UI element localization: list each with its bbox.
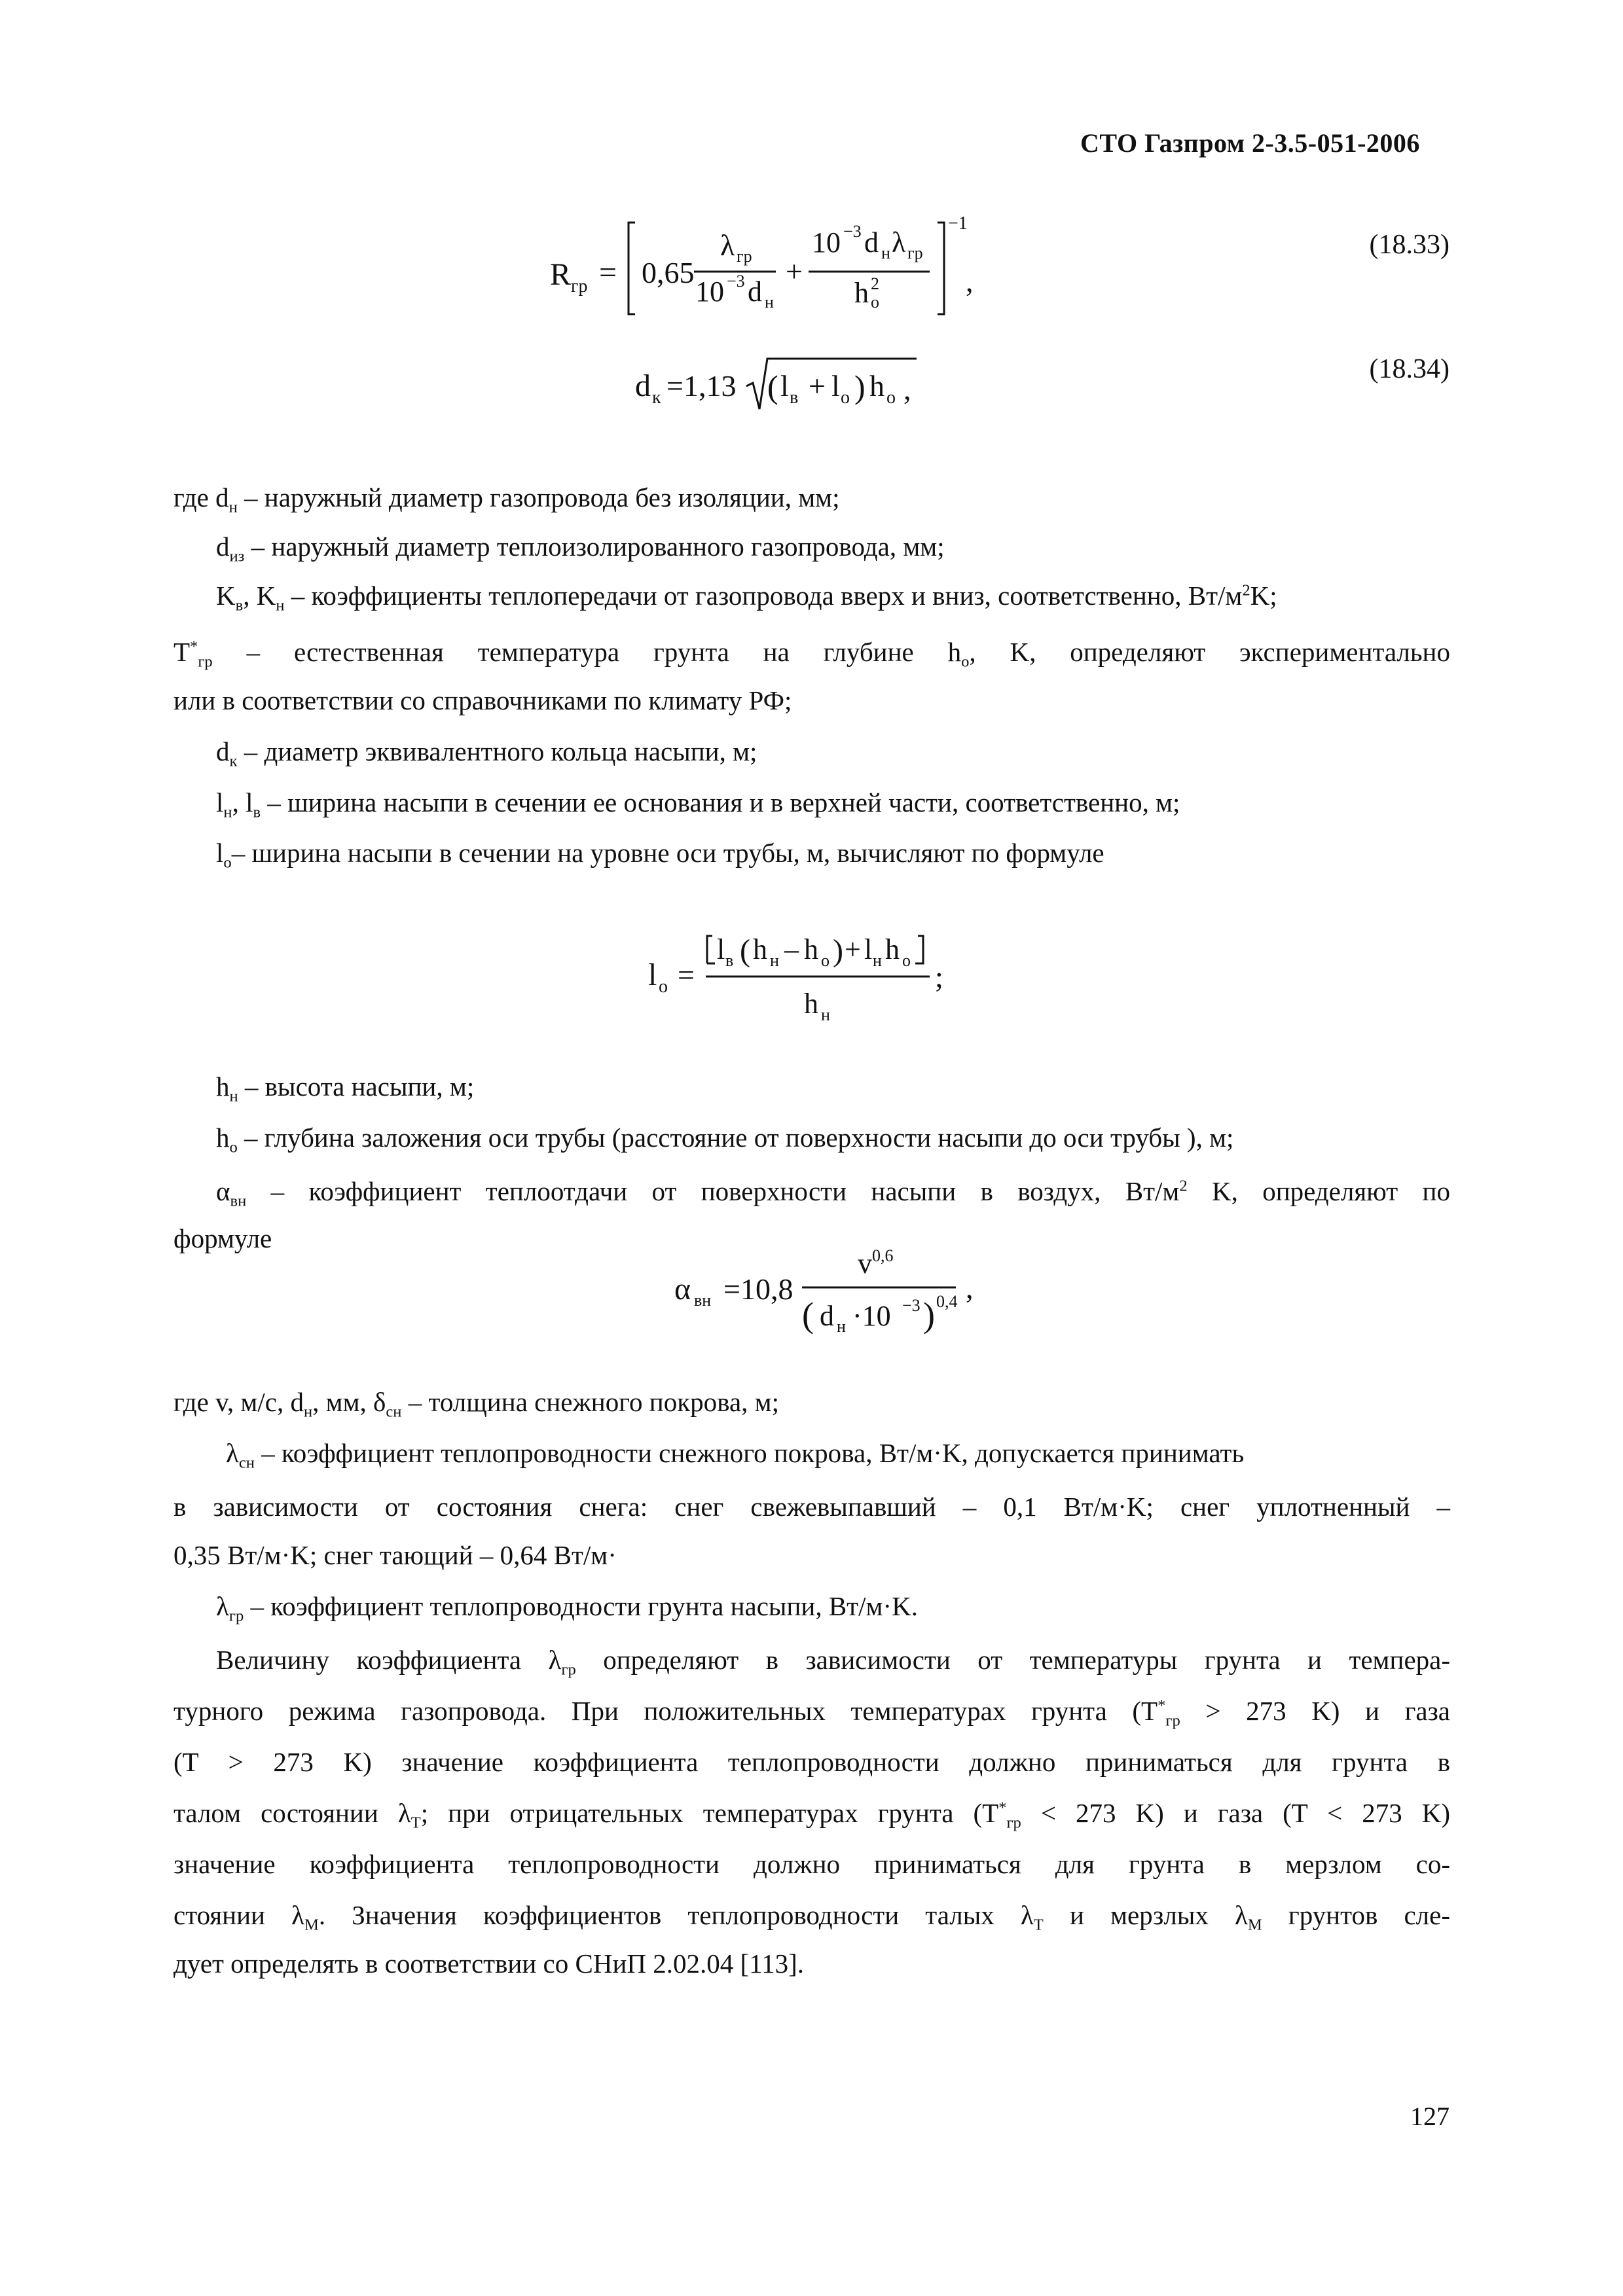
def-lo: $l_о-$ ширина насыпи в сечении на уровне оси трубы, м, вычисляют по формуле	[216, 838, 1104, 872]
eq1-coef: 0,65	[642, 256, 695, 289]
svg-text:гр: гр	[907, 243, 923, 262]
svg-text:н: н	[881, 243, 890, 262]
para-line-1: Величину коэффициента $\lambda_{гр}$ определяют в зависимости от температуры грунта и темпера-	[216, 1645, 1450, 1679]
def-t: $T^*_{гр}$ – естественная температура грунта на глубине $h_о$, K, определяют экспериментально	[173, 637, 1450, 671]
svg-text:(: (	[767, 368, 778, 405]
svg-text:=: =	[599, 255, 617, 290]
svg-text:о: о	[821, 951, 830, 970]
svg-text:h: h	[869, 369, 884, 403]
svg-text:10: 10	[695, 276, 724, 308]
svg-text:в: в	[790, 387, 799, 408]
svg-text:d: d	[635, 368, 651, 403]
svg-text:к: к	[652, 387, 661, 408]
svg-text:h: h	[885, 933, 900, 965]
svg-text:+: +	[786, 255, 803, 288]
svg-text:–: –	[784, 933, 799, 965]
svg-text:,: ,	[966, 264, 974, 298]
def-l: $l_н$, $l_в$ – ширина насыпи в сечении ее основания и в верхней части, соответственно, м;	[216, 787, 1180, 821]
def-alpha: $\alpha_{вн}$ – коэффициент теплоотдачи от поверхности насыпи в воздух, $Вт/м^2$ K, определяют по	[216, 1176, 1450, 1210]
svg-text:): )	[923, 1295, 935, 1335]
document-header: СТО Газпром 2-3.5-051-2006	[1080, 128, 1420, 158]
svg-text:в: в	[725, 951, 734, 970]
def-k: $K_в$, $K_н$ – коэффициенты теплопередачи от газопровода вверх и вниз, соответственно, $Вт/м^2K$;	[216, 581, 1277, 615]
svg-text:=1,13: =1,13	[666, 369, 737, 403]
svg-text:l: l	[780, 369, 789, 403]
svg-text:h: h	[804, 988, 818, 1020]
svg-text:−3: −3	[727, 272, 745, 291]
svg-text:о: о	[659, 977, 668, 997]
svg-text:v: v	[858, 1247, 872, 1280]
svg-text:l: l	[648, 958, 657, 992]
para-line-7: дует определять в соответствии со СНиП 2.02.04 [113].	[173, 1948, 805, 1979]
equation-number-18-34: (18.34)	[1369, 354, 1450, 384]
svg-text:0,4: 0,4	[936, 1292, 958, 1311]
para-line-3: (T > 273 K) значение коэффициента теплопроводности должно приниматься для грунта в	[173, 1747, 1450, 1777]
svg-text:н: н	[770, 951, 779, 970]
svg-text:α: α	[674, 1272, 691, 1306]
def-v: где v, м/с, $d_н$, мм, $\delta_{сн}$ – толщина снежного покрова, м;	[173, 1387, 779, 1421]
equation-number-18-33: (18.33)	[1369, 230, 1450, 260]
svg-text:,: ,	[903, 372, 911, 406]
svg-text:d: d	[864, 226, 879, 259]
def-lambda-sn-cont1: в зависимости от состояния снега: снег свежевыпавший – 0,1 Вт/м·K; снег уплотненный –	[173, 1492, 1450, 1522]
svg-text:=10,8: =10,8	[723, 1272, 793, 1306]
svg-text:о: о	[886, 387, 896, 408]
para-line-2: турного режима газопровода. При положительных температурах грунта ($T^*_{гр} > 273$ K) и газа	[173, 1696, 1450, 1730]
svg-text:10: 10	[812, 226, 841, 259]
def-dk: $d_к$ – диаметр эквивалентного кольца насыпи, м;	[216, 736, 757, 770]
def-lambda-gr: $\lambda_{гр}$ – коэффициент теплопроводности грунта насыпи, Вт/м·K.	[216, 1591, 918, 1625]
svg-text:h: h	[804, 933, 818, 965]
def-lambda-sn: $\lambda_{сн}$ – коэффициент теплопроводности снежного покрова, Вт/м·K, допускается принимать	[226, 1438, 1245, 1472]
svg-text:;: ;	[935, 960, 943, 994]
svg-text:+: +	[845, 933, 861, 965]
svg-text:н: н	[821, 1005, 830, 1024]
svg-text:l: l	[864, 933, 873, 965]
equation-lo	[642, 923, 982, 1034]
svg-text:н: н	[837, 1317, 846, 1336]
svg-text:(: (	[802, 1295, 814, 1335]
svg-text:2: 2	[871, 274, 879, 293]
svg-text:=: =	[678, 958, 695, 992]
svg-text:d: d	[820, 1300, 834, 1332]
svg-text:0,6: 0,6	[872, 1246, 894, 1265]
svg-text:о: о	[841, 387, 850, 408]
svg-text:l: l	[831, 369, 840, 403]
svg-text:вн: вн	[694, 1291, 712, 1310]
svg-text:о: о	[871, 293, 879, 312]
svg-text:): )	[854, 368, 866, 405]
svg-text:−1: −1	[948, 213, 968, 234]
svg-text:h: h	[753, 933, 767, 965]
svg-text:(: (	[740, 933, 750, 968]
svg-text:гр: гр	[571, 276, 588, 296]
svg-text:λ: λ	[720, 228, 735, 262]
svg-text:+: +	[809, 369, 826, 403]
eq1-lhs: R	[550, 257, 572, 292]
def-alpha-cont: формуле	[173, 1223, 272, 1253]
equation-18-33	[537, 209, 1008, 327]
def-hn: $h_н$ – высота насыпи, м;	[216, 1071, 475, 1105]
svg-text:h: h	[854, 277, 869, 309]
svg-text:λ: λ	[892, 226, 906, 259]
def-ho: $h_о$ – глубина заложения оси трубы (расстояние от поверхности насыпи до оси трубы ), м;	[216, 1122, 1234, 1157]
svg-text:−3: −3	[843, 222, 862, 241]
def-t-cont: или в соответствии со справочниками по климату РФ;	[173, 685, 792, 715]
def-dn: где $d_н$ – наружный диаметр газопровода без изоляции, мм;	[173, 482, 840, 516]
svg-text:d: d	[748, 276, 762, 308]
equation-18-34	[629, 347, 930, 419]
para-line-6: стоянии $\lambda_M$. Значения коэффициентов теплопроводности талых $\lambda_T$ и мерзлых $\lambda_M$ грунтов сле-	[173, 1900, 1450, 1934]
svg-text:н: н	[873, 951, 882, 970]
svg-text:): )	[833, 933, 843, 968]
def-lambda-sn-cont2: 0,35 Вт/м·K; снег тающий – 0,64 Вт/м·	[173, 1540, 617, 1570]
equation-alpha	[668, 1234, 1008, 1345]
svg-text:гр: гр	[737, 247, 752, 266]
svg-text:,: ,	[966, 1271, 974, 1304]
svg-text:−3: −3	[902, 1296, 921, 1315]
svg-text:·10: ·10	[852, 1300, 891, 1332]
svg-text:о: о	[902, 951, 911, 970]
def-diz: $d_{из}$ – наружный диаметр теплоизолированного газопровода, мм;	[216, 531, 945, 565]
svg-text:l: l	[717, 933, 725, 965]
para-line-4: талом состоянии $\lambda_T$; при отрицательных температурах грунта ($T^*_{гр} < 273$ K) и газа (T < 273 K)	[173, 1798, 1450, 1832]
para-line-5: значение коэффициента теплопроводности должно приниматься для грунта в мерзлом со-	[173, 1849, 1450, 1879]
page-number: 127	[1410, 2102, 1450, 2131]
svg-text:н: н	[765, 293, 774, 312]
